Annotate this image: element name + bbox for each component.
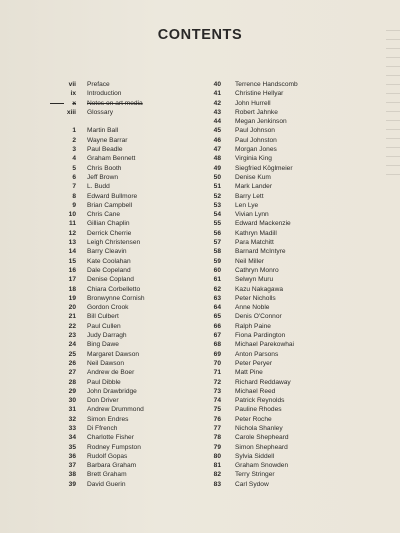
contents-entry [44, 443, 214, 452]
contents-entry [196, 359, 346, 368]
contents-entry [44, 396, 214, 405]
contents-entry [196, 164, 346, 173]
entry-title: Denise Kum [235, 173, 271, 181]
entry-number: 83 [213, 480, 221, 488]
entry-number: 63 [213, 294, 221, 302]
entry-title: Barry Lett [235, 192, 264, 200]
page-title: CONTENTS [157, 27, 243, 43]
entry-number: 70 [213, 359, 221, 367]
entry-number: 80 [213, 452, 221, 460]
contents-entry [196, 192, 346, 201]
entry-number: xiii [66, 108, 76, 116]
contents-entry [196, 312, 346, 321]
entry-number: 36 [68, 452, 76, 460]
contents-entry [44, 192, 214, 201]
entry-number: 28 [68, 378, 76, 386]
contents-entry [44, 173, 214, 182]
entry-number: 1 [72, 127, 76, 135]
entry-title: Selwyn Muru [235, 276, 274, 284]
entry-number: 52 [213, 192, 221, 200]
entry-number: 9 [72, 201, 76, 209]
contents-entry [196, 461, 346, 470]
entry-title: Anton Parsons [235, 350, 279, 358]
entry-number: 64 [213, 304, 221, 312]
entry-number: 15 [68, 257, 76, 265]
contents-entry [44, 89, 214, 98]
contents-entry [196, 378, 346, 387]
entry-number: 60 [213, 266, 221, 274]
entry-number: 50 [213, 173, 221, 181]
contents-entry [44, 303, 214, 312]
entry-number: 82 [213, 471, 221, 479]
entry-number: 17 [68, 276, 76, 284]
entry-number: 67 [213, 332, 221, 340]
contents-entry [44, 378, 214, 387]
entry-number: 75 [213, 406, 221, 414]
entry-title: John Drawbridge [87, 387, 137, 395]
contents-entry [196, 154, 346, 163]
contents-entry [44, 99, 214, 108]
entry-title: Leigh Christensen [87, 239, 141, 247]
entry-number: 19 [68, 294, 76, 302]
entry-number: 7 [72, 183, 76, 191]
entry-number: 35 [68, 443, 76, 451]
entry-number: 23 [68, 332, 76, 340]
contents-entry [44, 266, 214, 275]
entry-title: Martin Ball [87, 127, 119, 135]
entry-title: Chris Cane [87, 211, 120, 219]
entry-number: 6 [72, 173, 76, 181]
contents-entry [196, 210, 346, 219]
entry-number: 59 [213, 257, 221, 265]
contents-entry [44, 294, 214, 303]
contents-entry [196, 387, 346, 396]
contents-entry [196, 229, 346, 238]
entry-number: 73 [213, 387, 221, 395]
entry-number: 40 [213, 81, 221, 88]
entry-title: Peter Nicholls [235, 294, 276, 302]
entry-number: 4 [72, 155, 76, 163]
section-gap [44, 117, 214, 126]
contents-entry [196, 108, 346, 117]
contents-entry [196, 238, 346, 247]
entry-number: 37 [68, 462, 76, 470]
contents-entry [44, 461, 214, 470]
entry-number: 66 [213, 322, 221, 330]
entry-title: Richard Reddaway [235, 378, 291, 386]
contents-entry [196, 136, 346, 145]
entry-title: Robert Jahnke [235, 108, 278, 116]
entry-title: Charlotte Fisher [87, 434, 134, 442]
entry-title: Dale Copeland [87, 266, 131, 274]
entry-title: Barbara Graham [87, 462, 137, 470]
entry-number: 49 [213, 164, 221, 172]
entry-title: Don Driver [87, 397, 119, 405]
entry-number: 24 [68, 341, 76, 349]
entry-title: Patrick Reynolds [235, 397, 285, 405]
entry-title: Edward Bullmore [87, 192, 138, 200]
entry-number: 54 [213, 211, 221, 219]
entry-number: 16 [68, 266, 76, 274]
entry-title: Brian Campbell [87, 201, 133, 209]
entry-number: 71 [213, 369, 221, 377]
entry-title: Para Matchitt [235, 239, 274, 247]
entry-number: 2 [72, 136, 76, 144]
entry-number: 20 [68, 304, 76, 312]
entry-title: Andrew de Boer [87, 369, 135, 377]
entry-title: Kazu Nakagawa [235, 285, 284, 293]
entry-title: John Hurrell [235, 99, 271, 107]
contents-entry [196, 424, 346, 433]
entry-title: Neil Dawson [87, 359, 125, 367]
contents-entry [196, 182, 346, 191]
entry-title: Virginia King [235, 155, 272, 163]
entry-title: Sylvia Siddell [235, 452, 275, 460]
contents-column-left [44, 80, 214, 489]
contents-entry [44, 108, 214, 117]
entry-number: 41 [213, 90, 221, 98]
entry-title: Wayne Barrar [87, 136, 128, 144]
entry-number: 77 [213, 424, 221, 432]
entry-title: Edward Mackenzie [235, 220, 291, 228]
entry-number: 38 [68, 471, 76, 479]
entry-number: 3 [72, 146, 76, 154]
contents-entry [196, 266, 346, 275]
contents-entry [196, 173, 346, 182]
entry-number: 11 [69, 220, 76, 228]
contents-entry [44, 229, 214, 238]
entry-number: x [72, 99, 76, 107]
entry-number: 53 [213, 201, 221, 209]
entry-title: Ralph Paine [235, 322, 271, 330]
entry-title: Fiona Pardington [235, 332, 286, 340]
entry-title: Graham Bennett [87, 155, 136, 163]
entry-title: Simon Endres [87, 415, 129, 423]
contents-column-right [196, 80, 346, 489]
contents-entry [196, 340, 346, 349]
entry-title: Judy Darragh [87, 332, 127, 340]
entry-title: Paul Dibble [87, 378, 121, 386]
entry-number: 69 [213, 350, 221, 358]
entry-title: Gillian Chaplin [87, 220, 130, 228]
entry-title: Bing Dawe [87, 341, 119, 349]
contents-entry [44, 350, 214, 359]
entry-title: Paul Beadle [87, 146, 123, 154]
entry-title: Denis O'Connor [235, 313, 282, 321]
entry-title: Kate Coolahan [87, 257, 131, 265]
entry-number: 22 [68, 322, 76, 330]
entry-number: 72 [213, 378, 221, 386]
entry-title: Introduction [87, 90, 122, 98]
entry-title: Terry Stringer [235, 471, 275, 479]
entry-title: Nichola Shanley [235, 424, 283, 432]
contents-entry [44, 210, 214, 219]
entry-title: Christine Hellyar [235, 90, 284, 98]
entry-title: Graham Snowden [235, 462, 289, 470]
entry-number: 79 [213, 443, 221, 451]
contents-entry [196, 331, 346, 340]
contents-entry [196, 443, 346, 452]
contents-entry [44, 154, 214, 163]
entry-title: Mark Lander [235, 183, 273, 191]
entry-title: Michael Parekowhai [235, 341, 295, 349]
contents-entry [44, 201, 214, 210]
contents-entry [44, 405, 214, 414]
contents-entry [44, 136, 214, 145]
contents-entry [196, 285, 346, 294]
contents-entry [196, 89, 346, 98]
entry-number: 12 [68, 229, 76, 237]
contents-entry [196, 368, 346, 377]
entry-number: 46 [213, 136, 221, 144]
entry-title: Paul Johnston [235, 136, 277, 144]
contents-entry [196, 126, 346, 135]
contents-entry [196, 480, 346, 489]
entry-number: 68 [213, 341, 221, 349]
entry-title: Anne Noble [235, 304, 270, 312]
contents-entry [44, 247, 214, 256]
entry-title: Chris Booth [87, 164, 122, 172]
entry-title: Rudolf Gopas [87, 452, 128, 460]
entry-title: Morgan Jones [235, 146, 277, 154]
contents-entry [196, 415, 346, 424]
contents-entry [196, 396, 346, 405]
entry-title: Carole Shepheard [235, 434, 289, 442]
contents-entry [44, 322, 214, 331]
entry-number: 13 [68, 239, 76, 247]
entry-number: vii [68, 81, 76, 88]
entry-number: 48 [213, 155, 221, 163]
contents-entry [44, 368, 214, 377]
entry-number: 43 [213, 108, 221, 116]
contents-entry [196, 275, 346, 284]
entry-title: Bronwynne Cornish [87, 294, 145, 302]
entry-number: 18 [68, 285, 76, 293]
contents-entry [44, 340, 214, 349]
contents-entry [196, 433, 346, 442]
entry-number: 65 [213, 313, 221, 321]
entry-number: 21 [68, 313, 76, 321]
entry-number: 32 [68, 415, 76, 423]
entry-title: Megan Jenkinson [235, 118, 287, 126]
entry-title: Preface [87, 81, 110, 88]
entry-title: Derrick Cherrie [87, 229, 132, 237]
entry-number: 34 [68, 434, 76, 442]
entry-number: 27 [68, 369, 76, 377]
entry-title: Margaret Dawson [87, 350, 140, 358]
contents-entry [44, 480, 214, 489]
entry-title: Siegfried Köglmeier [235, 164, 293, 172]
entry-number: 33 [68, 424, 76, 432]
entry-number: 62 [213, 285, 221, 293]
entry-title: Peter Peryer [235, 359, 273, 367]
contents-entry [44, 470, 214, 479]
entry-number: 61 [213, 276, 221, 284]
entry-title: Notes on art media [87, 99, 143, 107]
entry-number: 44 [213, 118, 221, 126]
contents-entry [44, 331, 214, 340]
entry-number: 30 [68, 397, 76, 405]
contents-entry [44, 182, 214, 191]
entry-title: Matt Pine [235, 369, 263, 377]
entry-number: 31 [68, 406, 76, 414]
contents-entry [196, 99, 346, 108]
entry-number: 76 [213, 415, 221, 423]
contents-entry [44, 126, 214, 135]
entry-number: 14 [68, 248, 76, 256]
entry-title: Vivian Lynn [235, 211, 269, 219]
entry-number: 39 [68, 480, 76, 488]
contents-entry [44, 275, 214, 284]
entry-number: 42 [213, 99, 221, 107]
strike-mark [50, 103, 64, 104]
contents-entry [44, 387, 214, 396]
contents-entry [196, 303, 346, 312]
entry-title: David Guerin [87, 480, 126, 488]
entry-number: 58 [213, 248, 221, 256]
entry-title: Glossary [87, 108, 114, 116]
contents-entry [196, 219, 346, 228]
entry-number: 47 [213, 146, 221, 154]
contents-entry [44, 424, 214, 433]
contents-entry [44, 433, 214, 442]
entry-title: Chiara Corbelletto [87, 285, 141, 293]
entry-title: Bill Culbert [87, 313, 119, 321]
entry-number: 45 [213, 127, 221, 135]
entry-title: Jeff Brown [87, 173, 119, 181]
entry-title: Paul Cullen [87, 322, 121, 330]
entry-title: Gordon Crook [87, 304, 129, 312]
entry-title: Barnard McIntyre [235, 248, 286, 256]
entry-number: 74 [213, 397, 221, 405]
entry-title: Brett Graham [87, 471, 127, 479]
entry-title: Carl Sydow [235, 480, 269, 488]
contents-entry [44, 80, 214, 89]
entry-number: 56 [213, 229, 221, 237]
contents-entry [44, 312, 214, 321]
entry-title: Rodney Fumpston [87, 443, 141, 451]
contents-entry [196, 117, 346, 126]
contents-entry [44, 359, 214, 368]
contents-entry [196, 405, 346, 414]
entry-title: L. Budd [87, 183, 110, 191]
entry-title: Peter Roche [235, 415, 272, 423]
contents-entry [196, 80, 346, 89]
contents-entry [196, 201, 346, 210]
entry-number: 25 [68, 350, 76, 358]
entry-title: Andrew Drummond [87, 406, 144, 414]
entry-title: Di Ffrench [87, 424, 118, 432]
contents-entry [196, 145, 346, 154]
entry-title: Terrence Handscomb [235, 81, 298, 88]
entry-number: 57 [213, 239, 221, 247]
entry-title: Pauline Rhodes [235, 406, 282, 414]
contents-entry [196, 294, 346, 303]
entry-number: 29 [68, 387, 76, 395]
contents-entry [196, 470, 346, 479]
entry-title: Neil Miller [235, 257, 264, 265]
entry-number: 78 [213, 434, 221, 442]
entry-title: Len Lye [235, 201, 259, 209]
entry-number: 51 [213, 183, 221, 191]
entry-title: Kathryn Madill [235, 229, 277, 237]
entry-title: Paul Johnson [235, 127, 275, 135]
entry-number: 10 [68, 211, 76, 219]
entry-number: 5 [72, 164, 76, 172]
contents-entry [196, 350, 346, 359]
contents-entry [196, 452, 346, 461]
entry-number: 81 [213, 462, 221, 470]
contents-entry [196, 247, 346, 256]
contents-entry [44, 452, 214, 461]
entry-number: ix [70, 90, 76, 98]
entry-title: Michael Reed [235, 387, 276, 395]
contents-entry [196, 322, 346, 331]
contents-entry [44, 238, 214, 247]
entry-number: 55 [213, 220, 221, 228]
contents-entry [44, 257, 214, 266]
contents-entry [44, 285, 214, 294]
entry-title: Simon Shepheard [235, 443, 288, 451]
entry-title: Denise Copland [87, 276, 134, 284]
entry-number: 8 [72, 192, 76, 200]
contents-entry [44, 145, 214, 154]
entry-number: 26 [68, 359, 76, 367]
contents-entry [44, 415, 214, 424]
entry-title: Barry Cleavin [87, 248, 127, 256]
contents-entry [44, 164, 214, 173]
entry-title: Cathryn Monro [235, 266, 279, 274]
contents-entry [196, 257, 346, 266]
contents-entry [44, 219, 214, 228]
show-through-text [386, 30, 400, 180]
